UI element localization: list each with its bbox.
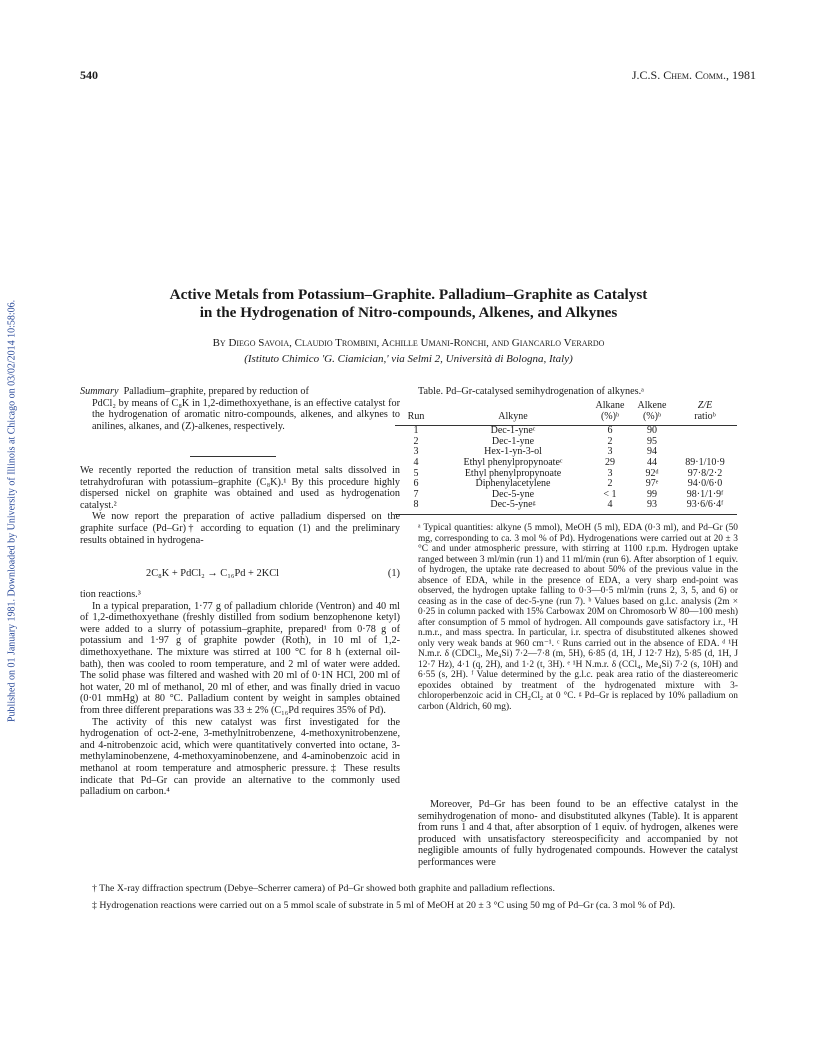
title-line-2: in the Hydrogenation of Nitro-compounds, Alkenes, and Alkynes xyxy=(199,304,618,321)
page-number: 540 xyxy=(80,68,98,82)
table-row xyxy=(395,469,737,480)
table-row xyxy=(395,490,737,501)
equation-expression: 2C₈K + PdCl₂ → C₁₆Pd + 2KCl xyxy=(146,568,280,579)
cell-run: 7 xyxy=(413,488,419,500)
paragraph-continuation: tion reactions.³ xyxy=(80,589,141,600)
table-notes: ᵃ Typical quantities: alkyne (5 mmol), MeOH (5 ml), EDA (0·3 ml), and Pd–Gr (50 mg, corresponding to ca. 3 mol % of Pd). Hydrogenations were carried out at 20 ± 3 °C and under atmospheric pressure, with stirring at 1100 r.p.m. Hydrogen uptake ranged between 3 ml/min (run 1) and 11 ml/min (run 6). After absorption of 1 equiv. of hydrogen, the uptake rate decreased to about 50% of the previous value in the absence of EDA, while in the presence of EDA, a very sharp end-point was observed, the hydrogen uptake falling to 0·3—0·5 ml/min (runs 2, 3, 5, and 6) or ceasing as in the case of dec-5-yne (run 7). ᵇ Values based on g.l.c. analysis (2m × 0·25 in column packed with 15% Carbowax 20M on Chromosorb W 80—100 mesh) after consumption of 5 mmol of hydrogen. All compounds gave satisfactory i.r., ¹H n.m.r., and mass spectra. In particular, i.r. spectra of disubstituted alkenes showed only very weak bands at 960 cm⁻¹. ᶜ Runs carried out in the absence of EDA. ᵈ ¹H N.m.r. δ (CDCl₃, Me₄Si) 7·2—7·8 (m, 5H), 6·85 (d, 1H, J 12·7 Hz), 5·85 (d, 1H, J 12·7 Hz), 4·1 (q, 2H), and 1·2 (t, 3H). ᵉ ¹H N.m.r. δ (CCl₄, Me₄Si) 7·2 (s, 10H) and 6·55 (s, 2H). ᶠ Value determined by the g.l.c. peak area ratio of the diastereomeric epoxides obtained by treatment of the hydrogenated mixture with 3-chloroperbenzoic acid in CH₂Cl₂ at 0 °C. ᵍ Pd–Gr is replaced by 10% palladium on carbon (Aldrich, 60 mg). xyxy=(418,523,738,712)
equation-number: (1) xyxy=(387,568,400,579)
cell-ratio: 97·8/2·2 xyxy=(687,467,723,479)
cell-ratio xyxy=(673,437,737,448)
intro-text xyxy=(80,465,400,546)
header-run: Run xyxy=(407,410,425,422)
cell-ratio: 93·6/6·4ᶠ xyxy=(686,499,724,511)
header-alkene-unit: (%)ᵇ xyxy=(642,410,662,422)
footnote-double-dagger: ‡ Hydrogenation reactions were carried out on a 5 mmol scale of substrate in 5 ml of MeOH at 20 ± 3 °C using 50 mg of Pd–Gr (ca. 3 mol % of Pd). xyxy=(92,900,676,911)
footnotes xyxy=(80,883,737,917)
header-alkane-unit: (%)ᵇ xyxy=(600,410,620,422)
cell-alkane: 29 xyxy=(605,456,615,468)
cell-alkyne: Diphenylacetylene xyxy=(475,478,551,490)
paragraph-intro-1: We recently reported the reduction of transition metal salts dissolved in tetrahydrofuran with potassium–graphite (C₈K).¹ By this procedure highly dispersed nickel on graphite was obtained and used as hydrogenation catalyst.² xyxy=(80,465,400,511)
summary-block xyxy=(80,386,400,432)
cell-alkyne: Dec-5-yne xyxy=(491,488,535,500)
header-alkene: Alkene xyxy=(637,400,667,411)
paragraph-discussion: Moreover, Pd–Gr has been found to be an effective catalyst in the semihydrogenation of mono- and disubstituted alkynes (Table). It is apparent from runs 1 and 4 that, after absorption of 1 equiv. of hydrogen, alkenes were produced with unsatisfactory stereospecificity and accompanied by not negligible amounts of fully hydrogenated compounds. However the catalyst performances were xyxy=(418,799,738,868)
cell-alkene: 93 xyxy=(647,499,657,511)
table-row xyxy=(395,479,737,490)
cell-alkyne: Ethyl phenylpropynoateᶜ xyxy=(463,456,563,468)
cell-run: 5 xyxy=(413,467,419,479)
cell-alkene: 44 xyxy=(647,456,657,468)
cell-ratio: 89·1/10·9 xyxy=(685,456,725,468)
cell-run: 8 xyxy=(413,499,419,511)
table-row xyxy=(395,500,737,511)
paragraph-preparation: In a typical preparation, 1·77 g of palladium chloride (Ventron) and 40 ml of 1,2-dimethoxyethane (freshly distilled from sodium benzophenone ketyl) were added to a slurry of potassium–graphite, prepared¹ from 0·78 g of potassium and 1·97 g of graphite powder (Roth), in 10 ml of 1,2-dimethoxyethane. The mixture was stirred at 100 °C for 8 h (external oil-bath), then was cooled to room temperature, and 2 ml of water were added. The solid phase was filtered and washed with 20 ml of 0·1N HCl, 200 ml of hot water, 20 ml of methanol, 20 ml of ether, and was finally dried in vacuo (0·01 mmHg) at 80 °C. Palladium content by weight in samples obtained from three different preparations was 33 ± 2% (C₁₆Pd requires 35% of Pd). xyxy=(80,600,400,716)
cell-alkane: 3 xyxy=(607,446,613,458)
cell-alkyne: Dec-1-yneᶜ xyxy=(490,425,536,437)
summary-lead: Summary xyxy=(80,386,119,397)
title-line-1: Active Metals from Potassium–Graphite. Palladium–Graphite as Catalyst xyxy=(169,286,648,303)
table-row xyxy=(395,426,737,437)
table-caption: Table. Pd–Gr-catalysed semihydrogenation of alkynes.ᵃ xyxy=(418,386,644,397)
section-divider xyxy=(190,456,276,457)
journal-header: J.C.S. Chem. Comm., 1981 xyxy=(631,68,756,82)
cell-alkene: 99 xyxy=(647,488,657,500)
author-list: By Diego Savoia, Claudio Trombini, Achille Umani-Ronchi, and Giancarlo Verardo xyxy=(212,337,605,349)
header-ratio: Z/E xyxy=(697,400,713,411)
affiliation: (Istituto Chimico 'G. Ciamician,' via Selmi 2, Università di Bologna, Italy) xyxy=(244,353,573,365)
cell-alkane: 4 xyxy=(607,499,613,511)
cell-alkane: 2 xyxy=(607,435,613,447)
summary-text-first: Palladium–graphite, prepared by reduction of xyxy=(123,386,309,397)
article-title xyxy=(80,286,737,322)
cell-run: 2 xyxy=(413,435,419,447)
summary-text-rest: PdCl₂ by means of C₈K in 1,2-dimethoxyethane, is an effective catalyst for the hydrogenation of aromatic nitro-compounds, alkenes, and alkynes to anilines, alkanes, and (Z)-alkenes, respectively. xyxy=(92,397,400,432)
table-header-row-1 xyxy=(395,401,737,412)
results-table xyxy=(395,401,737,515)
cell-alkene: 92ᵈ xyxy=(645,467,659,479)
cell-alkane: 3 xyxy=(607,467,613,479)
header-alkyne: Alkyne xyxy=(498,410,528,422)
experimental-text xyxy=(80,589,400,798)
cell-alkyne: Ethyl phenylpropynoate xyxy=(464,467,562,479)
cell-alkene: 95 xyxy=(647,435,657,447)
cell-alkane: < 1 xyxy=(603,488,617,500)
cell-ratio xyxy=(673,426,737,437)
cell-alkane: 2 xyxy=(607,478,613,490)
footnote-dagger: † The X-ray diffraction spectrum (Debye–Scherrer camera) of Pd–Gr showed both graphite and palladium reflections. xyxy=(92,883,555,894)
paragraph-activity: The activity of this new catalyst was first investigated for the hydrogenation of oct-2-ene, 3-methylnitrobenzene, 4-methoxynitrobenzene, and 4-nitrobenzoic acid, which were quantitatively converted into octane, 3-methylaminobenzene, 4-methoxyaminobenzene, and 4-aminobenzoic acid in methanol at room temperature and atmospheric pressure.‡ These results indicate that Pd–Gr can provide an alternative to the commonly used palladium on carbon.⁴ xyxy=(80,716,400,798)
cell-alkene: 94 xyxy=(647,446,657,458)
table-header-row-2 xyxy=(395,412,737,423)
cell-run: 6 xyxy=(413,478,419,490)
download-notice: Published on 01 January 1981. Downloaded by University of Illinois at Chicago on 03/02/2014 10:58:06. xyxy=(6,299,18,722)
cell-ratio: 94·0/6·0 xyxy=(687,478,723,490)
table-row xyxy=(395,458,737,469)
cell-alkyne: Dec-5-yneᵍ xyxy=(490,499,536,511)
cell-alkene: 97ᵉ xyxy=(645,478,659,490)
paragraph-intro-2: We now report the preparation of active palladium dispersed on the graphite surface (Pd–Gr)† according to equation (1) and the preliminary results obtained in hydrogena- xyxy=(80,511,400,546)
cell-alkene: 90 xyxy=(647,425,657,437)
cell-alkane: 6 xyxy=(607,425,613,437)
header-ratio-unit: ratioᵇ xyxy=(694,410,716,422)
cell-run: 4 xyxy=(413,456,419,468)
discussion-text xyxy=(418,799,738,869)
table-row xyxy=(395,437,737,448)
cell-alkyne: Hex-1-yn-3-ol xyxy=(484,446,542,458)
cell-alkyne: Dec-1-yne xyxy=(491,435,535,447)
header-alkane: Alkane xyxy=(595,400,625,411)
cell-run: 1 xyxy=(413,425,419,437)
cell-ratio: 98·1/1·9ᶠ xyxy=(686,488,724,500)
cell-run: 3 xyxy=(413,446,419,458)
